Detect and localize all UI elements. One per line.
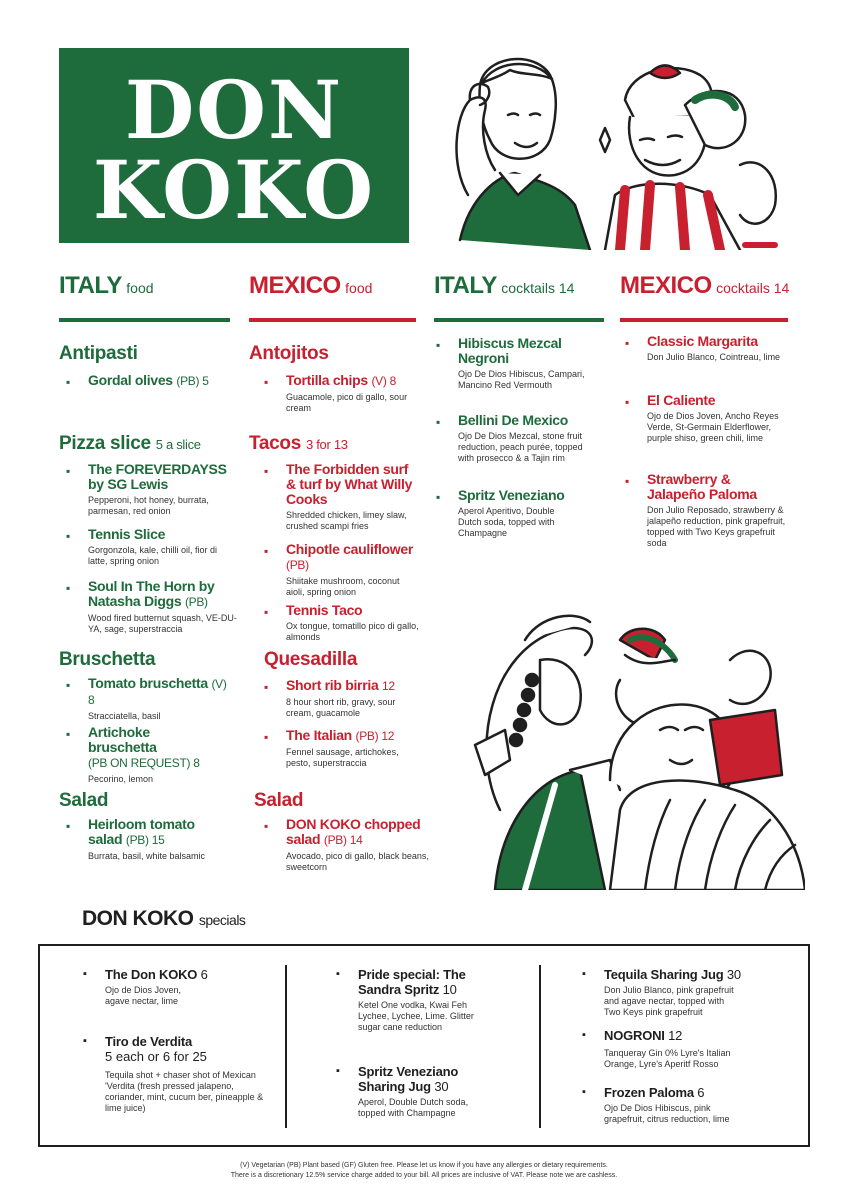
section-bruschetta: Bruschetta bbox=[59, 649, 156, 670]
cocktail-el-caliente: ▪ El Caliente Ojo de Dios Joven, Ancho Reyes Verde, St-Germain Elderflower, purple shiso, green chili, lime bbox=[625, 392, 779, 443]
cocktail-hibiscus-mezcal-negroni: ▪ Hibiscus Mezcal Negroni Ojo De Dios Hibiscus, Campari, Mancino Red Vermouth bbox=[436, 335, 585, 390]
bullet: ▪ bbox=[264, 605, 269, 619]
header-mexico-food bbox=[249, 272, 416, 322]
bullet: ▪ bbox=[66, 375, 71, 389]
specials-divider-2 bbox=[539, 965, 541, 1128]
bullet: ▪ bbox=[625, 474, 630, 488]
menu-item-artichoke-bruschetta: ▪ Artichoke bruschetta (PB ON REQUEST) 8 Pecorino, lemon bbox=[66, 724, 200, 784]
bullet: ▪ bbox=[336, 968, 340, 980]
bullet: ▪ bbox=[66, 678, 71, 692]
special-tequila-sharing-jug: ▪ Tequila Sharing Jug 30 Don Julio Blanco, pink grapefruit and agave nectar, topped with Two Keys pink grapefruit bbox=[582, 967, 741, 1017]
menu-item-chipotle-cauliflower: ▪ Chipotle cauliflower (PB) Shiitake mushroom, coconut aioli, spring onion bbox=[264, 541, 414, 597]
logo-line-2: KOKO bbox=[92, 143, 376, 237]
cocktail-bellini-de-mexico: ▪ Bellini De Mexico Ojo De Dios Mezcal, stone fruit reduction, peach purée, topped with prosecco & a Tajin rim bbox=[436, 412, 583, 463]
bullet: ▪ bbox=[264, 730, 269, 744]
menu-item-gordal-olives: ▪ Gordal olives (PB) 5 bbox=[66, 372, 209, 389]
bullet: ▪ bbox=[436, 338, 441, 352]
bullet: ▪ bbox=[83, 968, 87, 980]
special-pride-sandra-spritz: ▪ Pride special: The Sandra Spritz 10 Ketel One vodka, Kwai Feh Lychee, Lychee, Lime. Glitter sugar cane reduction bbox=[336, 967, 474, 1032]
bullet: ▪ bbox=[66, 581, 71, 595]
bullet: ▪ bbox=[336, 1065, 340, 1077]
menu-item-forbidden-surf-turf: ▪ The Forbidden surf & turf by What Willy Cooks Shredded chicken, limey slaw, crushed scampi fries bbox=[264, 461, 413, 531]
footer-line-2: There is a discretionary 12.5% service charge added to your bill. All prices are inclusive of VAT. Please note we are cashless. bbox=[230, 1172, 618, 1179]
menu-item-short-rib-birria: ▪ Short rib birria 12 8 hour short rib, gravy, sour cream, guacamole bbox=[264, 677, 396, 718]
special-nogroni: ▪ NOGRONI 12 Tanqueray Gin 0% Lyre's Italian Orange, Lyre's Aperitf Rosso bbox=[582, 1028, 731, 1069]
bullet: ▪ bbox=[436, 415, 441, 429]
header-mexico-cocktails bbox=[620, 272, 788, 322]
header-mexico-food-small: food bbox=[345, 280, 373, 296]
special-spritz-veneziano-jug: ▪ Spritz Veneziano Sharing Jug 30 Aperol, Double Dutch soda, topped with Champagne bbox=[336, 1064, 469, 1118]
menu-item-the-italian: ▪ The Italian (PB) 12 Fennel sausage, artichokes, pesto, superstraccia bbox=[264, 727, 399, 768]
menu-item-tennis-slice: ▪ Tennis Slice Gorgonzola, kale, chilli oil, fior di latte, spring onion bbox=[66, 526, 218, 566]
special-tiro-de-verdita: ▪ Tiro de Verdita 5 each or 6 for 25 Tequila shot + chaser shot of Mexican 'Verdita (fresh pressed jalapeno, coriander, mint, cucum ber, pineapple & lime juice) bbox=[83, 1034, 264, 1113]
bullet: ▪ bbox=[83, 1035, 87, 1047]
illustration-top bbox=[440, 45, 790, 250]
menu-item-foreverdayss: ▪ The FOREVERDAYSS by SG Lewis Pepperoni, hot honey, burrata, parmesan, red onion bbox=[66, 461, 227, 516]
bullet: ▪ bbox=[582, 968, 586, 980]
section-pizza-slice: Pizza slice 5 a slice bbox=[59, 433, 201, 454]
bullet: ▪ bbox=[625, 395, 630, 409]
header-italy-cocktails-big: ITALY bbox=[434, 272, 497, 299]
footer-line-1: (V) Vegetarian (PB) Plant based (GF) Gluten free. Please let us know if you have any allergies or dietary requirements. bbox=[240, 1162, 608, 1169]
menu-item-tomato-bruschetta: ▪ Tomato bruschetta (V) 8 Stracciatella, basil bbox=[66, 675, 227, 721]
bullet: ▪ bbox=[436, 490, 441, 504]
header-italy-food-big: ITALY bbox=[59, 272, 122, 299]
specials-heading: DON KOKO specials bbox=[82, 907, 246, 930]
bullet: ▪ bbox=[66, 464, 71, 478]
section-antojitos: Antojitos bbox=[249, 343, 329, 364]
header-italy-food-small: food bbox=[126, 280, 154, 296]
header-italy-cocktails bbox=[434, 272, 604, 322]
bullet: ▪ bbox=[264, 544, 269, 558]
header-italy-food bbox=[59, 272, 230, 322]
menu-item-tortilla-chips: ▪ Tortilla chips (V) 8 Guacamole, pico di gallo, sour cream bbox=[264, 372, 408, 413]
menu-item-heirloom-tomato-salad: ▪ Heirloom tomato salad (PB) 15 Burrata, basil, white balsamic bbox=[66, 816, 206, 861]
section-salad-italy: Salad bbox=[59, 790, 109, 811]
menu-item-soul-in-the-horn: ▪ Soul In The Horn by Natasha Diggs (PB) Wood fired butternut squash, VE-DU-YA, sage, superstraccia bbox=[66, 578, 237, 634]
logo bbox=[59, 48, 409, 243]
cocktail-strawberry-jalapeno-paloma: ▪ Strawberry & Jalapeño Paloma Don Julio Reposado, strawberry & jalapeño reduction, pink grapefruit, topped with Two Keys grapefruit soda bbox=[625, 471, 786, 548]
bullet: ▪ bbox=[264, 680, 269, 694]
menu-item-don-koko-chopped-salad: ▪ DON KOKO chopped salad (PB) 14 Avocado, pico di gallo, black beans, sweetcorn bbox=[264, 816, 429, 872]
bullet: ▪ bbox=[264, 375, 269, 389]
bullet: ▪ bbox=[582, 1086, 586, 1098]
specials-divider-1 bbox=[285, 965, 287, 1128]
header-mexico-food-big: MEXICO bbox=[249, 272, 341, 299]
menu-item-tennis-taco: ▪ Tennis Taco Ox tongue, tomatillo pico di gallo, almonds bbox=[264, 602, 419, 642]
bullet: ▪ bbox=[66, 529, 71, 543]
cocktail-spritz-veneziano: ▪ Spritz Veneziano Aperol Aperitivo, Double Dutch soda, topped with Champagne bbox=[436, 487, 565, 538]
footer-notes bbox=[0, 1161, 848, 1181]
bullet: ▪ bbox=[625, 336, 630, 350]
bullet: ▪ bbox=[582, 1029, 586, 1041]
section-antipasti: Antipasti bbox=[59, 343, 138, 364]
bullet: ▪ bbox=[66, 727, 71, 741]
section-salad-mexico: Salad bbox=[254, 790, 304, 811]
bullet: ▪ bbox=[264, 819, 269, 833]
logo-line-1: DON bbox=[124, 63, 344, 157]
bullet: ▪ bbox=[264, 464, 269, 478]
illustration-middle bbox=[470, 600, 805, 890]
section-tacos: Tacos 3 for 13 bbox=[249, 433, 348, 454]
section-quesadilla: Quesadilla bbox=[264, 649, 358, 670]
header-mexico-cocktails-small: cocktails 14 bbox=[716, 280, 790, 296]
header-italy-cocktails-small: cocktails 14 bbox=[501, 280, 575, 296]
header-mexico-cocktails-big: MEXICO bbox=[620, 272, 712, 299]
special-the-don-koko: ▪ The Don KOKO 6 Ojo de Dios Joven, agave nectar, lime bbox=[83, 967, 208, 1006]
cocktail-classic-margarita: ▪ Classic Margarita Don Julio Blanco, Cointreau, lime bbox=[625, 333, 781, 362]
special-frozen-paloma: ▪ Frozen Paloma 6 Ojo De Dios Hibiscus, pink grapefruit, citrus reduction, lime bbox=[582, 1085, 730, 1124]
bullet: ▪ bbox=[66, 819, 71, 833]
